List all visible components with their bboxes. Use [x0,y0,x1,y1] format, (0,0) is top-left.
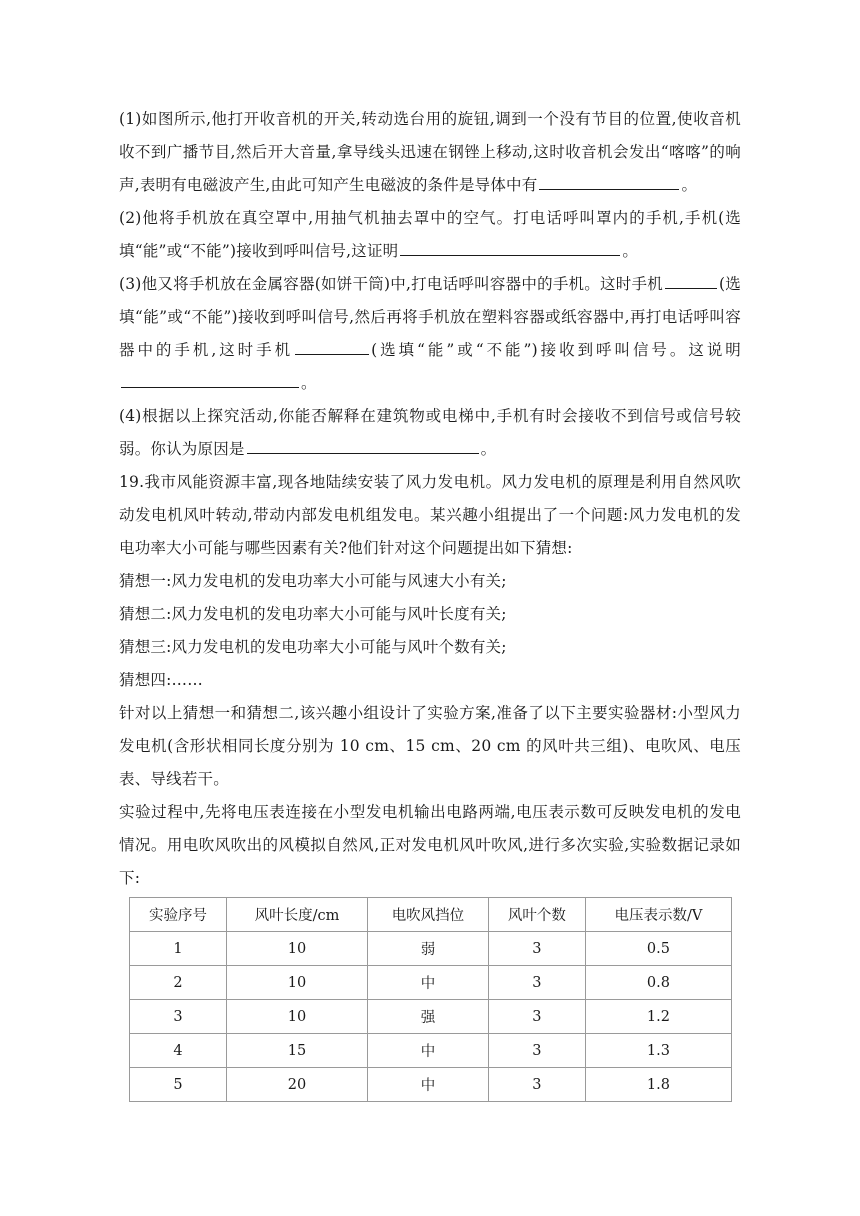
table-cell: 0.5 [585,932,731,966]
table-cell: 1.3 [585,1034,731,1068]
answer-blank[interactable] [665,270,717,289]
question-text: (2)他将手机放在真空罩中,用抽气机抽去罩中的空气。打电话呼叫罩内的手机,手机(选填“能”或“不能”)接收到呼叫信号,这证明 [119,209,741,260]
question-19-intro: 19.我市风能资源丰富,现各地陆续安装了风力发电机。风力发电机的原理是利用自然风吹动发电机风叶转动,带动内部发电机组发电。某兴趣小组提出了一个问题:风力发电机的发电功率大小可能与哪些因素有关?他们针对这个问题提出如下猜想: [119,473,741,557]
table-row [130,1034,732,1068]
punctuation: 。 [480,440,497,458]
table-cell: 中 [368,966,489,1000]
table-cell: 5 [130,1068,227,1102]
guess-2: 猜想二:风力发电机的发电功率大小可能与风叶长度有关; [119,605,507,623]
guess-3: 猜想三:风力发电机的发电功率大小可能与风叶个数有关; [119,638,507,656]
table-cell: 0.8 [585,966,731,1000]
answer-blank[interactable] [539,171,679,190]
question-text: (选填“能”或“不能”)接收到呼叫信号,然后再将手机放在塑料容器或纸容器中,再打电话呼叫容器中的手机,这时手机 [119,275,741,359]
question-18-part-4 [119,400,741,466]
table-cell: 中 [368,1034,489,1068]
question-18-part-2 [119,202,741,268]
question-text: (1)如图所示,他打开收音机的开关,转动选台用的旋钮,调到一个没有节目的位置,使收音机收不到广播节目,然后开大音量,拿导线头迅速在钢锉上移动,这时收音机会发出“喀喀”的响声,表明有电磁波产生,由此可知产生电磁波的条件是导体中有 [119,110,741,194]
answer-blank[interactable] [400,237,620,256]
experiment-data-table [129,897,732,1102]
table-cell: 3 [130,1000,227,1034]
header-cell-blade-count: 风叶个数 [488,898,585,932]
table-row [130,932,732,966]
table-cell: 10 [227,966,368,1000]
punctuation: 。 [301,374,317,392]
table-cell: 3 [488,932,585,966]
experiment-process: 实验过程中,先将电压表连接在小型发电机输出电路两端,电压表示数可反映发电机的发电情况。用电吹风吹出的风模拟自然风,正对发电机风叶吹风,进行多次实验,实验数据记录如下: [119,803,741,887]
table-row [130,1000,732,1034]
table-cell: 10 [227,932,368,966]
table-cell: 3 [488,1068,585,1102]
header-cell-dryer-setting: 电吹风挡位 [368,898,489,932]
table-cell: 弱 [368,932,489,966]
header-cell-blade-length: 风叶长度/cm [227,898,368,932]
answer-blank[interactable] [295,336,369,355]
table-cell: 中 [368,1068,489,1102]
answer-blank[interactable] [247,435,479,454]
question-text: (4)根据以上探究活动,你能否解释在建筑物或电梯中,手机有时会接收不到信号或信号较弱。你认为原因是 [119,407,741,458]
question-text: (选填“能”或“不能”)接收到呼叫信号。这说明 [371,341,741,359]
table-cell: 强 [368,1000,489,1034]
table-header-row [130,898,732,932]
table-cell: 1.2 [585,1000,731,1034]
table-cell: 3 [488,1034,585,1068]
header-cell-voltage: 电压表示数/V [585,898,731,932]
table-cell: 4 [130,1034,227,1068]
table-cell: 3 [488,966,585,1000]
table-cell: 20 [227,1068,368,1102]
table-cell: 10 [227,1000,368,1034]
table-cell: 1.8 [585,1068,731,1102]
question-18-part-3 [119,268,741,400]
worksheet-page [119,103,741,1102]
question-text: (3)他又将手机放在金属容器(如饼干筒)中,打电话呼叫容器中的手机。这时手机 [119,275,663,293]
question-18-part-1 [119,103,741,202]
header-cell-index: 实验序号 [130,898,227,932]
punctuation: 。 [622,242,639,260]
punctuation: 。 [681,176,698,194]
answer-blank[interactable] [121,369,299,388]
table-cell: 15 [227,1034,368,1068]
experiment-materials: 针对以上猜想一和猜想二,该兴趣小组设计了实验方案,准备了以下主要实验器材:小型风力发电机(含形状相同长度分别为 10 cm、15 cm、20 cm 的风叶共三组)、电吹风、电压表、导线若干。 [119,704,741,788]
table-cell: 1 [130,932,227,966]
guess-4: 猜想四:…… [119,671,203,689]
table-row [130,966,732,1000]
table-cell: 3 [488,1000,585,1034]
guess-1: 猜想一:风力发电机的发电功率大小可能与风速大小有关; [119,572,507,590]
table-row [130,1068,732,1102]
table-cell: 2 [130,966,227,1000]
